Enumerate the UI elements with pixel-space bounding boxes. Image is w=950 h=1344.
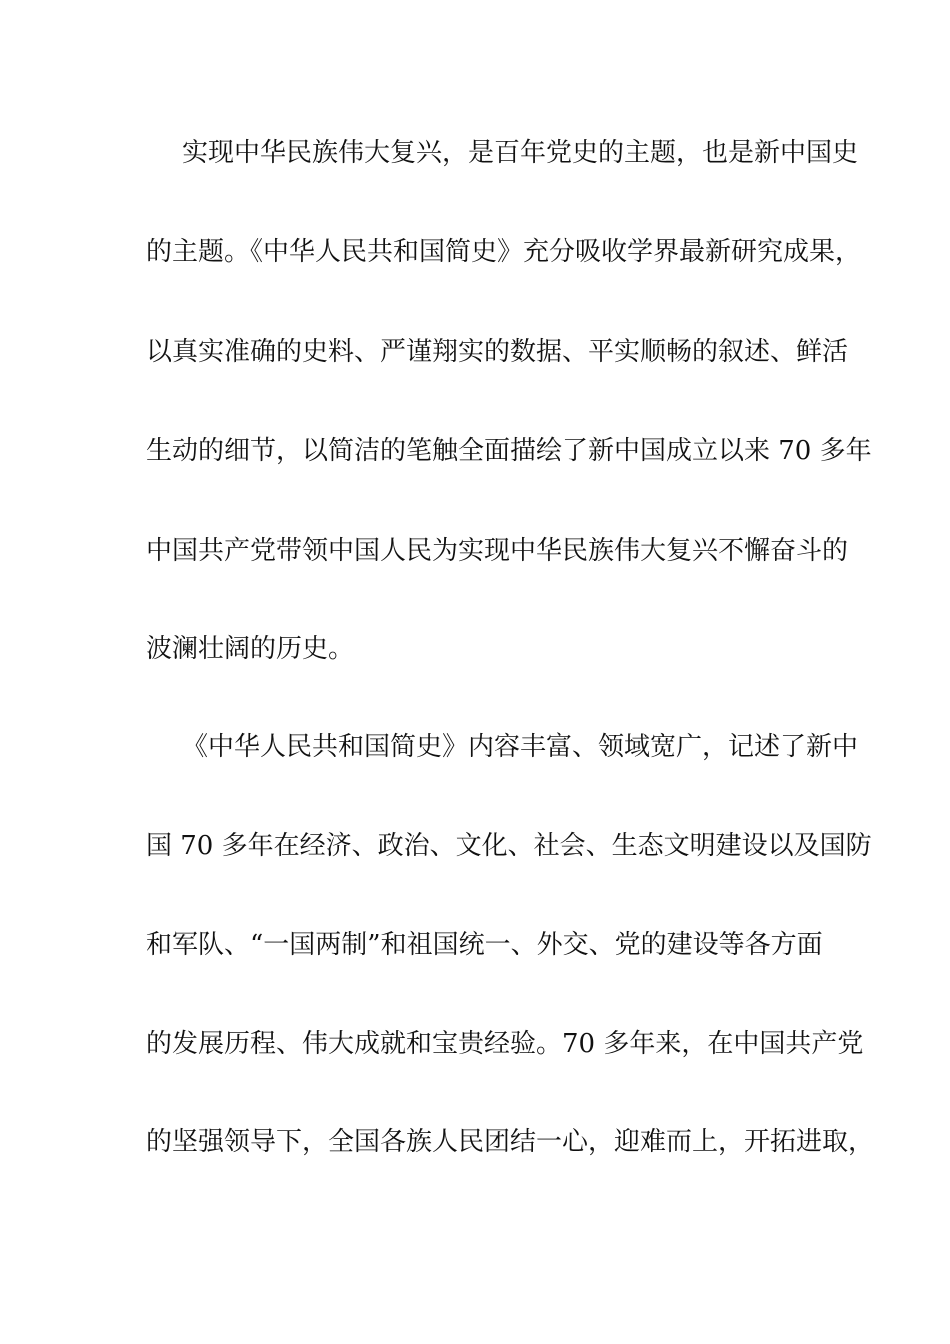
paragraph-1-line-5: 中国共产党带领中国人民为实现中华民族伟大复兴不懈奋斗的	[146, 536, 849, 566]
paragraph-2-line-5: 的坚强领导下，全国各族人民团结一心，迎难而上，开拓进取，	[146, 1127, 875, 1157]
paragraph-1-line-3: 以真实准确的史料、严谨翔实的数据、平实顺畅的叙述、鲜活	[146, 337, 849, 367]
paragraph-1-line-1: 实现中华民族伟大复兴，是百年党史的主题，也是新中国史	[182, 138, 859, 168]
paragraph-2-line-3: 和军队、“一国两制”和祖国统一、外交、党的建设等各方面	[146, 930, 823, 960]
paragraph-1-line-2: 的主题。《中华人民共和国简史》充分吸收学界最新研究成果，	[146, 237, 862, 267]
paragraph-1-line-4: 生动的细节，以简洁的笔触全面描绘了新中国成立以来 70 多年	[146, 436, 872, 466]
paragraph-1-line-6: 波澜壮阔的历史。	[146, 634, 355, 664]
paragraph-2-line-1: 《中华人民共和国简史》内容丰富、领域宽广，记述了新中	[182, 732, 859, 762]
paragraph-2-line-4: 的发展历程、伟大成就和宝贵经验。70 多年来，在中国共产党	[146, 1029, 864, 1059]
paragraph-2-line-2: 国 70 多年在经济、政治、文化、社会、生态文明建设以及国防	[146, 831, 872, 861]
